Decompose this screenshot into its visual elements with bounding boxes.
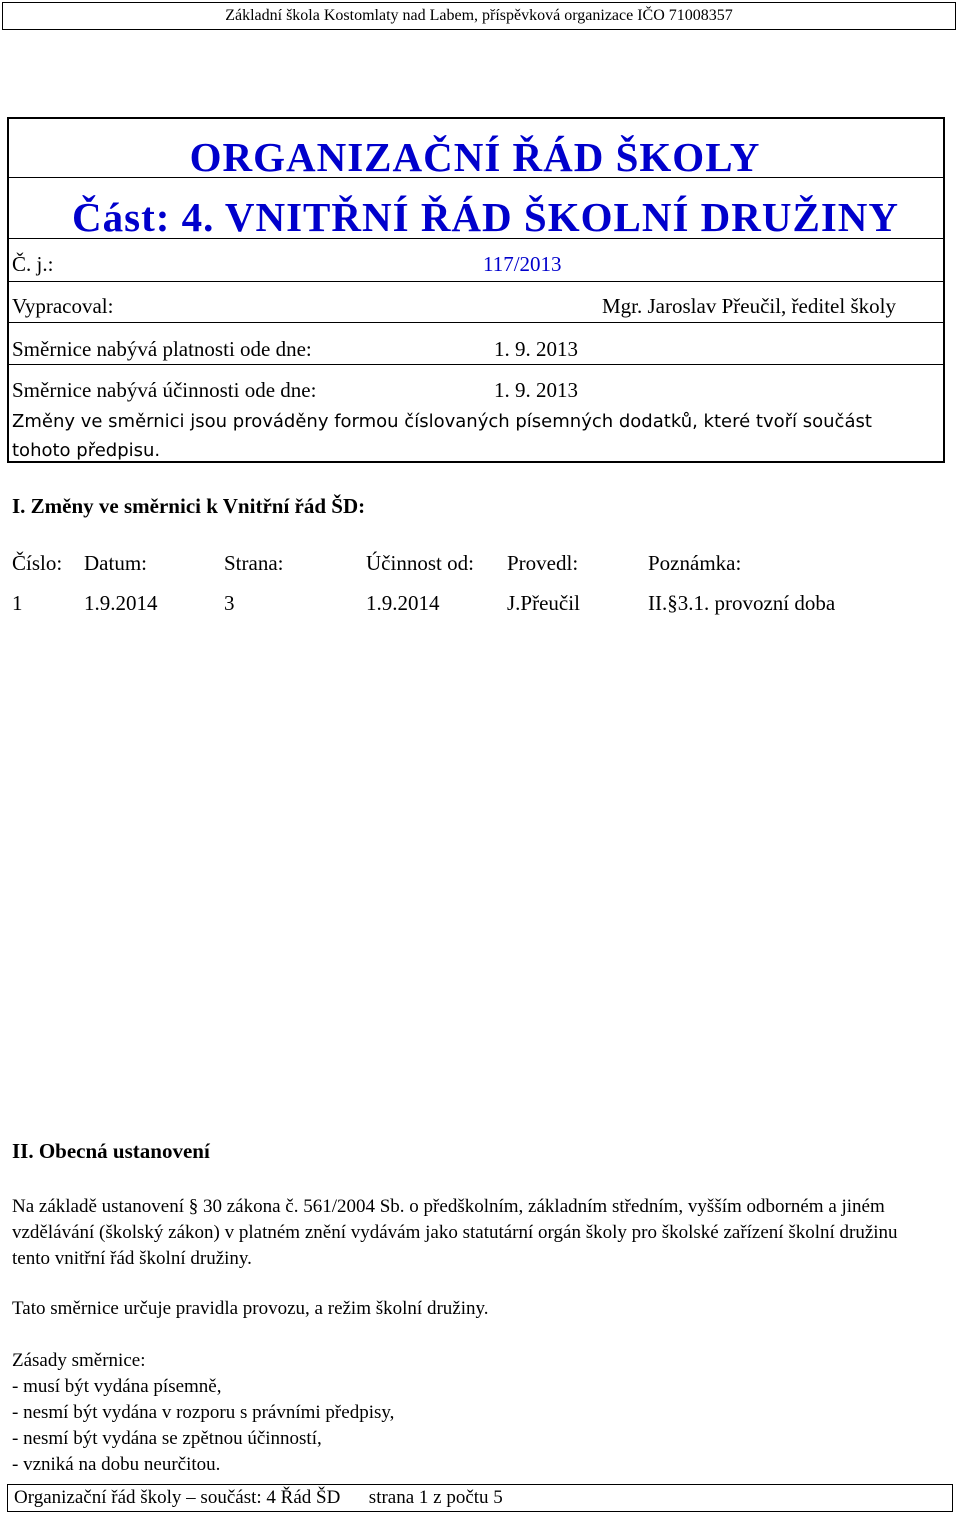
author-label: Vypracoval: bbox=[12, 294, 114, 318]
section-heading: II. Obecná ustanovení bbox=[12, 1139, 210, 1163]
list-item: - nesmí být vydána v rozporu s právními předpisy, bbox=[12, 1402, 395, 1423]
table-cell: J.Přeučil bbox=[507, 591, 580, 615]
column-header: Poznámka: bbox=[648, 551, 742, 575]
column-header: Provedl: bbox=[507, 551, 579, 575]
footer-doc: Organizační řád školy – součást: 4 Řád ŠD bbox=[14, 1487, 341, 1508]
changes-heading: I. Změny ve směrnici k Vnitřní řád ŠD: bbox=[12, 494, 366, 518]
column-header: Strana: bbox=[224, 551, 284, 575]
document-subtitle: Část: 4. VNITŘNÍ ŘÁD ŠKOLNÍ DRUŽINY bbox=[72, 194, 899, 240]
table-cell: 1 bbox=[12, 591, 23, 615]
list-item: - nesmí být vydána se zpětnou účinností, bbox=[12, 1428, 322, 1449]
table-cell: 3 bbox=[224, 591, 235, 615]
paragraph: Tato směrnice určuje pravidla provozu, a režim školní družiny. bbox=[12, 1298, 489, 1319]
column-header: Účinnost od: bbox=[366, 551, 474, 575]
table-cell: 1.9.2014 bbox=[84, 591, 158, 615]
document-title: ORGANIZAČNÍ ŘÁD ŠKOLY bbox=[189, 134, 761, 180]
cj-label: Č. j.: bbox=[12, 252, 54, 276]
document-header bbox=[2, 2, 956, 30]
validity-label: Směrnice nabývá platnosti ode dne: bbox=[12, 337, 312, 361]
column-header: Datum: bbox=[84, 551, 147, 575]
divider bbox=[9, 281, 943, 282]
paragraph: Na základě ustanovení § 30 zákona č. 561/2004 Sb. o předškolním, základním středním, vyšším odborném a jiném vzdělávání (školský zákon) v platném znění vydávám jako statutární orgán školy pro školské zařízení školní družinu tento vnitřní řád školní družiny. bbox=[12, 1196, 898, 1269]
author-value: Mgr. Jaroslav Přeučil, ředitel školy bbox=[602, 294, 896, 318]
validity-value: 1. 9. 2013 bbox=[494, 337, 578, 361]
divider bbox=[9, 322, 943, 323]
list-item: - musí být vydána písemně, bbox=[12, 1376, 222, 1397]
cj-value: 117/2013 bbox=[483, 252, 562, 276]
changes-note: Změny ve směrnici jsou prováděny formou číslovaných písemných dodatků, které tvoří součást tohoto předpisu. bbox=[12, 411, 872, 461]
document-footer bbox=[7, 1484, 953, 1512]
header-text: Základní škola Kostomlaty nad Labem, příspěvková organizace IČO 71008357 bbox=[225, 7, 733, 24]
list-item: - vzniká na dobu neurčitou. bbox=[12, 1454, 221, 1475]
table-cell: II.§3.1. provozní doba bbox=[648, 591, 836, 615]
divider bbox=[9, 364, 943, 365]
table-cell: 1.9.2014 bbox=[366, 591, 440, 615]
effect-value: 1. 9. 2013 bbox=[494, 378, 578, 402]
column-header: Číslo: bbox=[12, 551, 63, 575]
principles-label: Zásady směrnice: bbox=[12, 1350, 146, 1371]
footer-page: strana 1 z počtu 5 bbox=[368, 1487, 503, 1508]
effect-label: Směrnice nabývá účinnosti ode dne: bbox=[12, 378, 317, 402]
